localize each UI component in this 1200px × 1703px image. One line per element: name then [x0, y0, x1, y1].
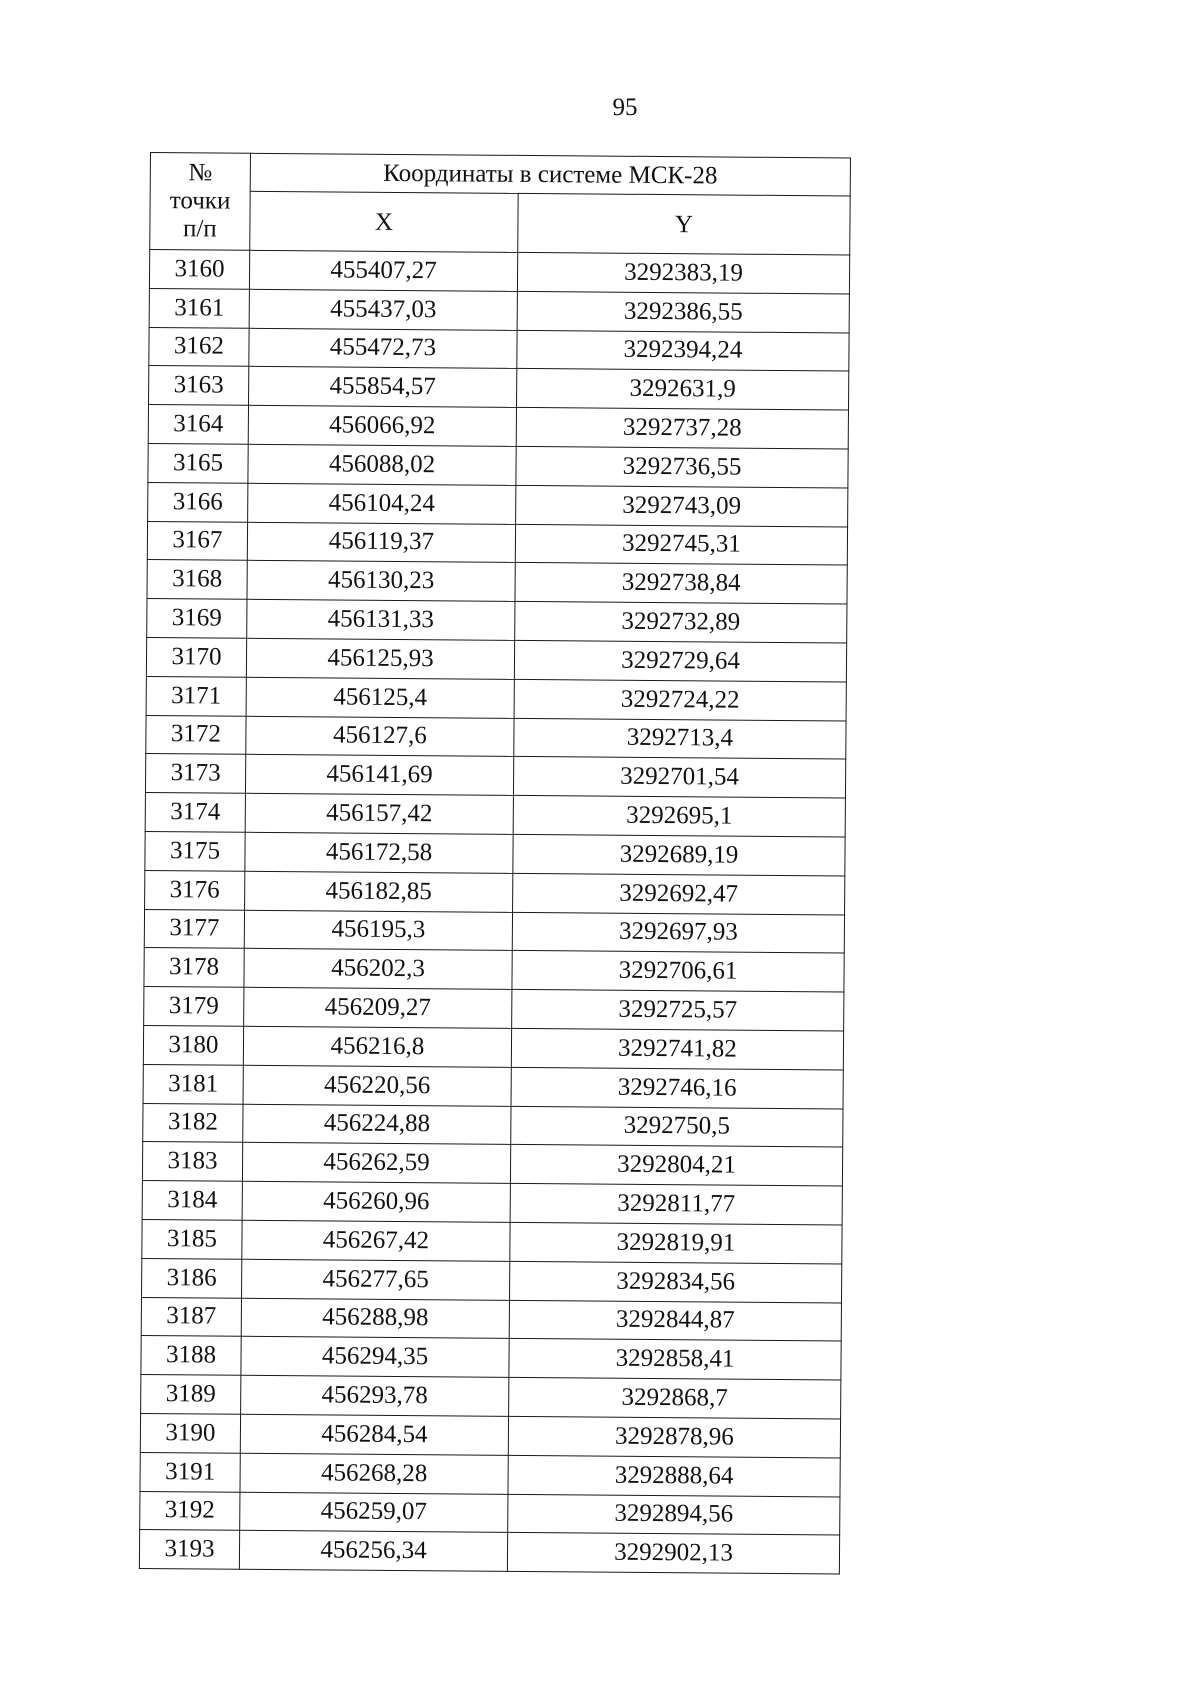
cell-y: 3292844,87: [509, 1300, 841, 1341]
cell-x: 456127,6: [246, 716, 514, 757]
cell-point-number: 3174: [145, 793, 245, 833]
cell-y: 3292738,84: [515, 563, 847, 604]
cell-x: 456259,07: [240, 1492, 508, 1533]
cell-point-number: 3178: [144, 948, 244, 988]
header-x: X: [250, 191, 518, 252]
table-row: [146, 676, 846, 720]
cell-y: 3292902,13: [507, 1533, 839, 1574]
cell-y: 3292737,28: [516, 408, 848, 449]
cell-y: 3292386,55: [517, 291, 849, 332]
cell-y: 3292804,21: [510, 1145, 842, 1186]
cell-x: 456284,54: [240, 1414, 508, 1455]
cell-point-number: 3161: [149, 288, 249, 328]
cell-point-number: 3188: [141, 1336, 241, 1376]
table-row: [149, 288, 849, 332]
cell-x: 456260,96: [242, 1181, 510, 1222]
cell-point-number: 3165: [148, 443, 248, 483]
cell-y: 3292888,64: [508, 1455, 840, 1496]
cell-y: 3292729,64: [514, 640, 846, 681]
header-number-line-1: №: [188, 159, 213, 187]
cell-x: 456104,24: [248, 483, 516, 524]
cell-x: 456216,8: [243, 1026, 511, 1067]
cell-point-number: 3179: [144, 987, 244, 1027]
cell-y: 3292858,41: [509, 1339, 841, 1380]
cell-x: 455407,27: [249, 250, 517, 291]
table-row: [149, 366, 849, 410]
table-header: [150, 153, 851, 255]
cell-x: 455472,73: [249, 328, 517, 369]
cell-x: 456182,85: [245, 871, 513, 912]
cell-y: 3292383,19: [517, 252, 849, 293]
cell-y: 3292394,24: [517, 330, 849, 371]
cell-point-number: 3163: [149, 366, 249, 406]
cell-point-number: 3177: [144, 909, 244, 949]
cell-point-number: 3164: [148, 405, 248, 445]
table-row: [145, 831, 845, 875]
cell-point-number: 3193: [139, 1530, 239, 1570]
cell-x: 455854,57: [249, 367, 517, 408]
cell-y: 3292741,82: [511, 1028, 843, 1069]
cell-point-number: 3167: [147, 521, 247, 561]
table-row: [140, 1413, 840, 1457]
coordinates-table: [139, 152, 851, 1575]
table-row: [145, 754, 845, 798]
page-number: 95: [612, 94, 638, 121]
cell-x: 456125,4: [246, 677, 514, 718]
table-row: [148, 405, 848, 449]
cell-point-number: 3168: [147, 560, 247, 600]
cell-y: 3292631,9: [517, 369, 849, 410]
cell-y: 3292743,09: [516, 485, 848, 526]
cell-y: 3292695,1: [513, 796, 845, 837]
cell-point-number: 3170: [146, 637, 246, 677]
table-row: [142, 1258, 842, 1302]
table-row: [145, 793, 845, 837]
cell-x: 456141,69: [245, 755, 513, 796]
cell-y: 3292732,89: [515, 602, 847, 643]
cell-y: 3292878,96: [508, 1416, 840, 1457]
cell-y: 3292692,47: [513, 873, 845, 914]
header-y: Y: [518, 193, 850, 255]
table-row: [144, 948, 844, 992]
cell-point-number: 3182: [143, 1103, 243, 1143]
table-row: [140, 1491, 840, 1535]
cell-point-number: 3183: [142, 1142, 242, 1182]
cell-point-number: 3181: [143, 1064, 243, 1104]
cell-point-number: 3176: [145, 870, 245, 910]
table-row: [145, 870, 845, 914]
cell-y: 3292894,56: [508, 1494, 840, 1535]
cell-x: 456262,59: [242, 1143, 510, 1184]
table-row: [146, 637, 846, 681]
cell-point-number: 3185: [142, 1219, 242, 1259]
table-row: [140, 1452, 840, 1496]
table-row: [143, 1064, 843, 1108]
table-row: [142, 1181, 842, 1225]
cell-point-number: 3192: [140, 1491, 240, 1531]
table-row: [147, 521, 847, 565]
table-row: [148, 482, 848, 526]
cell-x: 456157,42: [245, 793, 513, 834]
cell-x: 456277,65: [242, 1259, 510, 1300]
cell-x: 456288,98: [241, 1298, 509, 1339]
cell-y: 3292834,56: [509, 1261, 841, 1302]
cell-y: 3292746,16: [511, 1067, 843, 1108]
table-row: [142, 1142, 842, 1186]
cell-x: 456224,88: [243, 1104, 511, 1145]
cell-point-number: 3184: [142, 1181, 242, 1221]
table-row: [141, 1336, 841, 1380]
cell-x: 456195,3: [244, 910, 512, 951]
cell-x: 456293,78: [241, 1375, 509, 1416]
table-row: [148, 443, 848, 487]
cell-point-number: 3187: [141, 1297, 241, 1337]
cell-point-number: 3175: [145, 831, 245, 871]
cell-x: 456267,42: [242, 1220, 510, 1261]
table-row: [149, 250, 849, 294]
cell-point-number: 3160: [149, 250, 249, 290]
table-row: [147, 560, 847, 604]
cell-x: 456066,92: [248, 405, 516, 446]
cell-point-number: 3166: [148, 482, 248, 522]
cell-point-number: 3172: [146, 715, 246, 755]
cell-x: 456202,3: [244, 949, 512, 990]
cell-x: 455437,03: [249, 289, 517, 330]
cell-y: 3292701,54: [513, 757, 845, 798]
cell-y: 3292736,55: [516, 446, 848, 487]
cell-x: 456131,33: [247, 599, 515, 640]
cell-point-number: 3186: [142, 1258, 242, 1298]
cell-point-number: 3189: [141, 1375, 241, 1415]
table-row: [147, 599, 847, 643]
cell-x: 456125,93: [246, 638, 514, 679]
cell-x: 456172,58: [245, 832, 513, 873]
cell-point-number: 3180: [143, 1025, 243, 1065]
cell-x: 456130,23: [247, 561, 515, 602]
cell-y: 3292697,93: [512, 912, 844, 953]
cell-y: 3292689,19: [513, 834, 845, 875]
cell-y: 3292724,22: [514, 679, 846, 720]
cell-point-number: 3169: [147, 599, 247, 639]
table-row: [139, 1530, 839, 1574]
cell-y: 3292713,4: [514, 718, 846, 759]
cell-y: 3292725,57: [512, 990, 844, 1031]
cell-point-number: 3162: [149, 327, 249, 367]
cell-x: 456209,27: [244, 987, 512, 1028]
table-row: [149, 327, 849, 371]
cell-x: 456119,37: [247, 522, 515, 563]
cell-point-number: 3171: [146, 676, 246, 716]
table-row: [146, 715, 846, 759]
cell-y: 3292868,7: [509, 1377, 841, 1418]
table-row: [142, 1219, 842, 1263]
cell-y: 3292811,77: [510, 1183, 842, 1224]
cell-point-number: 3190: [140, 1413, 240, 1453]
cell-y: 3292750,5: [511, 1106, 843, 1147]
header-number-line-3: п/п: [182, 215, 217, 243]
table-row: [141, 1375, 841, 1419]
table-row: [143, 1025, 843, 1069]
cell-x: 456268,28: [240, 1453, 508, 1494]
cell-x: 456088,02: [248, 444, 516, 485]
header-coordinate-system: Координаты в системе МСК-28: [250, 153, 850, 196]
cell-x: 456256,34: [239, 1531, 507, 1572]
table-row: [144, 909, 844, 953]
cell-point-number: 3191: [140, 1452, 240, 1492]
table-body: [139, 250, 849, 1575]
cell-y: 3292745,31: [515, 524, 847, 565]
cell-y: 3292819,91: [510, 1222, 842, 1263]
table-row: [143, 1103, 843, 1147]
header-number-line-2: точки: [169, 187, 231, 215]
table-row: [144, 987, 844, 1031]
cell-point-number: 3173: [145, 754, 245, 794]
header-point-number: [150, 153, 251, 251]
cell-y: 3292706,61: [512, 951, 844, 992]
table-row: [141, 1297, 841, 1341]
cell-x: 456220,56: [243, 1065, 511, 1106]
cell-x: 456294,35: [241, 1337, 509, 1378]
